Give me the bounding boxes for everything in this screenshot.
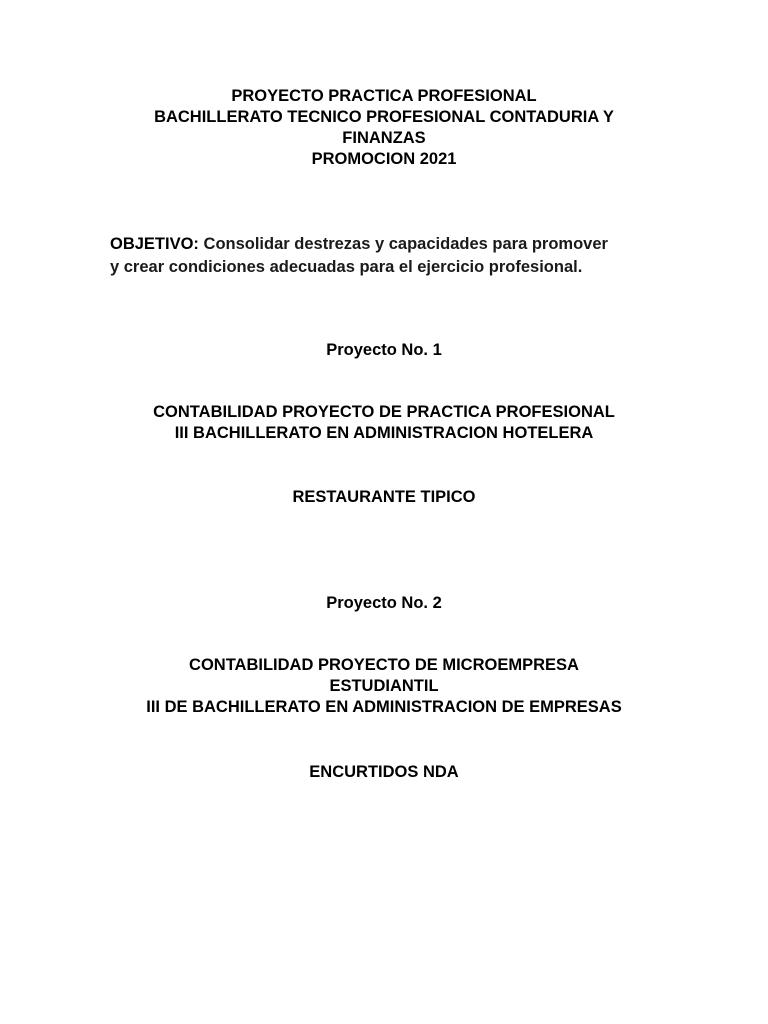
project-2-title-line-3: III DE BACHILLERATO EN ADMINISTRACION DE EMPRESAS <box>146 698 622 716</box>
project-2-heading: Proyecto No. 2 <box>326 594 442 612</box>
document-header <box>0 86 768 170</box>
objective-label: OBJETIVO: <box>110 235 199 253</box>
objective-text-line-2: y crear condiciones adecuadas para el ejercicio profesional. <box>110 258 583 276</box>
header-program-line: BACHILLERATO TECNICO PROFESIONAL CONTADURIA Y <box>154 108 614 126</box>
objective-paragraph <box>110 233 670 279</box>
project-1-heading: Proyecto No. 1 <box>326 341 442 359</box>
project-2-title <box>0 655 768 718</box>
header-program-line-continued: FINANZAS <box>342 129 426 147</box>
objective-text-line-1: Consolidar destrezas y capacidades para promover <box>198 235 608 253</box>
project-1-title-line-2: III BACHILLERATO EN ADMINISTRACION HOTELERA <box>174 424 594 442</box>
header-title: PROYECTO PRACTICA PROFESIONAL <box>231 87 537 105</box>
project-1-name: RESTAURANTE TIPICO <box>292 488 476 506</box>
project-1-title <box>0 402 768 444</box>
project-2-title-line-1: CONTABILIDAD PROYECTO DE MICROEMPRESA <box>189 656 579 674</box>
header-promotion: PROMOCION 2021 <box>311 150 457 168</box>
project-1-title-line-1: CONTABILIDAD PROYECTO DE PRACTICA PROFESIONAL <box>153 403 615 421</box>
project-2-name: ENCURTIDOS NDA <box>309 763 459 781</box>
project-2-title-line-2: ESTUDIANTIL <box>329 677 439 695</box>
